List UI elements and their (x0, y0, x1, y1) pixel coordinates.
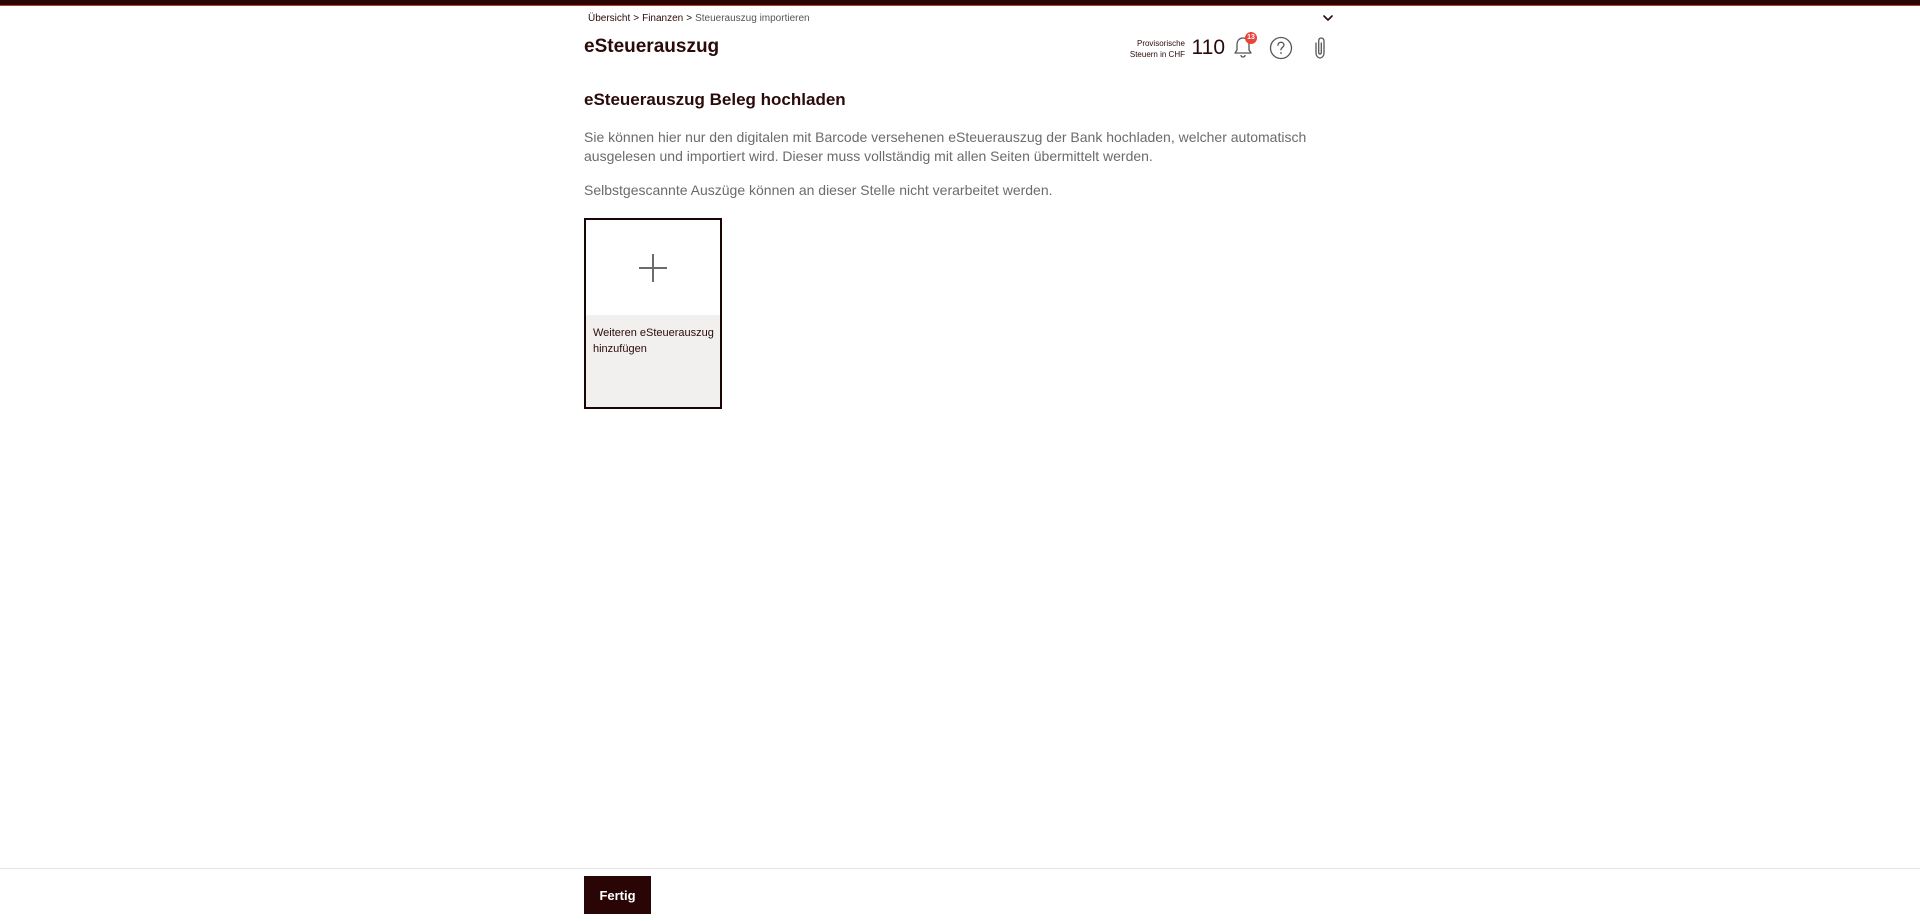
add-tile-label-line2: hinzufügen (593, 343, 647, 355)
scanned-note: Selbstgescannte Auszüge können an dieser Stelle nicht verarbeitet werden. (584, 182, 1053, 198)
top-accent-bar (0, 0, 1920, 6)
provisional-tax-label-line1: Provisorische (1136, 39, 1185, 48)
section-heading: eSteuerauszug Beleg hochladen (584, 90, 846, 109)
breadcrumb (588, 13, 810, 24)
breadcrumb-item-uebersicht[interactable]: Übersicht (588, 13, 631, 24)
notifications-button[interactable] (1230, 34, 1256, 60)
intro-text-line2: ausgelesen und importiert wird. Dieser muss vollständig mit allen Seiten übermittelt werden. (584, 148, 1153, 164)
help-icon (1268, 48, 1294, 65)
page-title: eSteuerauszug (584, 36, 720, 57)
bell-icon (1230, 47, 1256, 64)
add-tile-label-line1: Weiteren eSteuerauszug (593, 327, 714, 339)
attachments-button[interactable] (1307, 35, 1333, 61)
add-statement-tile[interactable] (584, 218, 722, 409)
intro-text (584, 128, 1332, 166)
breadcrumb-separator: > (633, 13, 640, 24)
footer-divider (0, 868, 1920, 869)
provisional-tax-label-line2: Steuern in CHF (1129, 50, 1185, 59)
chevron-down-icon[interactable] (1321, 11, 1335, 25)
breadcrumb-separator: > (686, 13, 693, 24)
done-button[interactable]: Fertig (584, 876, 651, 914)
provisional-tax-label (1105, 38, 1185, 60)
help-button[interactable] (1268, 35, 1294, 61)
paperclip-icon (1307, 48, 1333, 65)
breadcrumb-item-finanzen[interactable]: Finanzen (642, 13, 684, 24)
add-tile-icon-area (586, 220, 720, 315)
add-tile-label-area (586, 315, 720, 407)
intro-text-line1: Sie können hier nur den digitalen mit Barcode versehenen eSteuerauszug der Bank hochladen, welcher automatisch (584, 129, 1307, 145)
provisional-tax-value: 110 (1191, 36, 1225, 59)
add-tile-label (593, 325, 717, 357)
plus-icon (638, 253, 668, 283)
breadcrumb-current: Steuerauszug importieren (695, 13, 810, 24)
notification-count-badge: 13 (1245, 32, 1257, 44)
